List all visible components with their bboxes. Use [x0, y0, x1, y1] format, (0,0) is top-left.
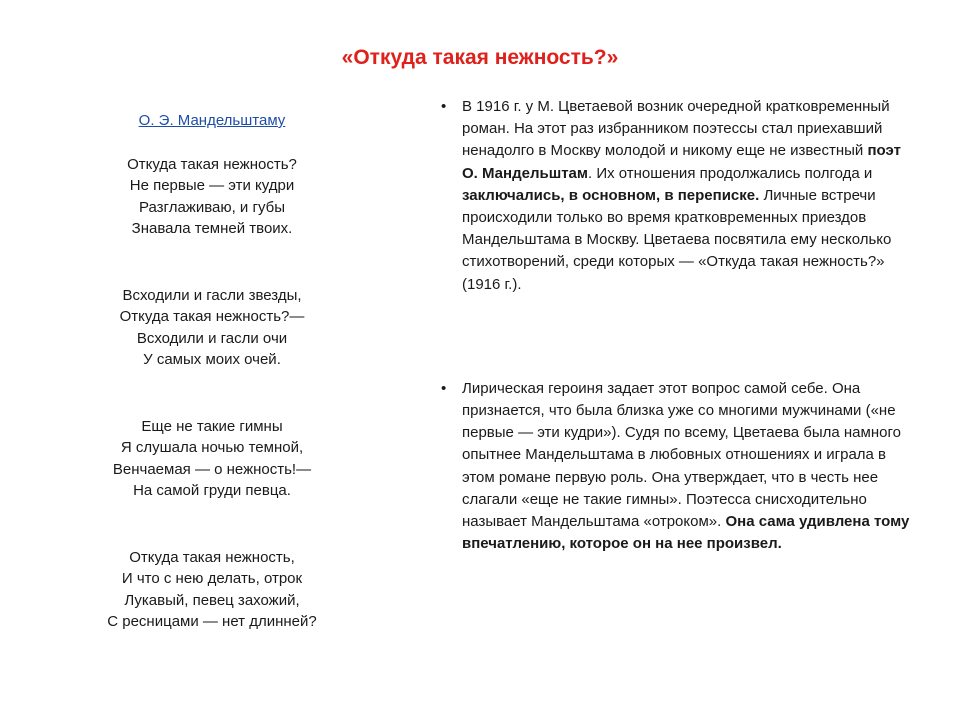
bullet-text: Личные встречи происходили только во время кратковременных приездов Мандельштама в Москву. Цветаева посвятила ему несколько стихотворений, среди которых — «Откуда такая нежность?» (1916 г.). [462, 186, 892, 293]
bullet-item-1 [440, 96, 910, 296]
poem-line: Откуда такая нежность? [127, 155, 297, 173]
poem-line: Лукавый, певец захожий, [124, 591, 300, 609]
poem-line: Откуда такая нежность, [129, 548, 295, 566]
poem-line: Не первые — эти кудри [129, 177, 295, 194]
poem-line: С ресницами — нет длинней? [107, 613, 317, 630]
bullet-bold-text: поэт О. Мандельштам [462, 142, 901, 182]
poem-line: Разглаживаю, и губы [139, 198, 285, 216]
bullet-bold-text: Она сама удивлена тому впечатлению, которое он на нее произвел. [462, 513, 910, 553]
bullet-dot-icon: • [441, 379, 447, 397]
poem-stanza-3 [62, 416, 362, 502]
bullet-item-2 [440, 378, 910, 556]
poem-line: И что с нею делать, отрок [121, 570, 303, 587]
poem-line: Всходили и гасли звезды, [122, 286, 302, 304]
poem-stanza-4 [62, 547, 362, 633]
poem-line: Знавала темней твоих. [131, 220, 293, 237]
poem-line: Я слушала ночью темной, [120, 439, 304, 456]
poem-line: У самых моих очей. [143, 351, 281, 368]
bullet-bold-text: заключались, в основном, в переписке. [462, 186, 760, 204]
slide-title: «Откуда такая нежность?» [341, 46, 619, 69]
poem-line: Еще не такие гимны [141, 417, 283, 435]
commentary-list [440, 96, 910, 555]
poem-line: На самой груди певца. [133, 482, 291, 499]
poem-line: Откуда такая нежность?— [119, 308, 305, 325]
poem-stanza-2 [62, 285, 362, 371]
bullet-dot-icon: • [441, 98, 447, 115]
bullet-text: . Их отношения продолжались полгода и [587, 164, 873, 182]
bullet-text: Лирическая героиня задает этот вопрос самой себе. Она признается, что была близка уже со многими мужчинами («не первые — эти кудри»). Судя по всему, Цветаева была намного опытнее Мандельштама в любовных отношениях и играла в этом романе первую роль. Она утверждает, что в честь нее слагали «еще не такие гимны». Поэтесса снисходительно называет Мандельштама «отроком». [462, 379, 901, 531]
dedication-link[interactable]: О. Э. Мандельштаму [138, 112, 286, 129]
bullet-text: В 1916 г. у М. Цветаевой возник очередной кратковременный роман. На этот раз избранником поэтессы стал приехавший ненадолго в Москву молодой и никому еще не известный [462, 98, 890, 160]
poem-line: Венчаемая — о нежность!— [112, 460, 312, 478]
poem-line: Всходили и гасли очи [136, 329, 288, 347]
poem-stanza-1 [62, 154, 362, 240]
poem-column [62, 110, 362, 633]
